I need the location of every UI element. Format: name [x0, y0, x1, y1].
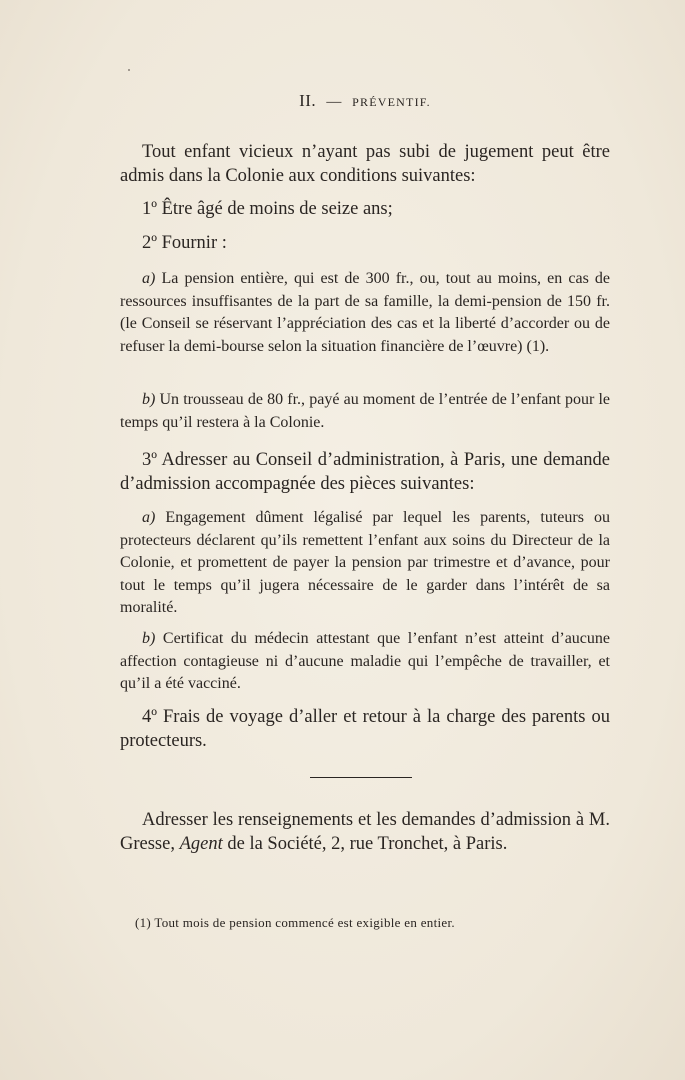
closing-agent: Agent — [179, 834, 223, 854]
item-a-engagement-text — [120, 507, 610, 620]
item-a2-body: Engagement dûment légalisé par lequel les parents, tuteurs ou protecteurs déclarent qu’ils remettent l’enfant aux soins du Directeur de la Colonie, et promettent de payer la pension par trimestre et d’avance, pour tout le temps qu’il jugera nécessaire de le garder dans l’intérêt de sa moralité. — [120, 509, 611, 616]
section-divider — [310, 777, 412, 778]
item-b-certificat — [120, 628, 610, 696]
footnote: (1) Tout mois de pension commencé est exigible en entier. — [135, 915, 455, 930]
condition-3 — [120, 448, 610, 496]
item-b2-label: b) — [142, 630, 156, 647]
section-heading — [120, 91, 610, 111]
condition-1-text: 1º Être âgé de moins de seize ans; — [142, 199, 393, 219]
closing-after: de la Société, 2, rue Tronchet, à Paris. — [227, 834, 508, 854]
condition-2 — [120, 231, 610, 255]
print-speck — [128, 69, 130, 71]
condition-4 — [120, 705, 610, 753]
condition-2-text: 2º Fournir : — [142, 233, 227, 253]
section-title: PRÉVENTIF. — [352, 95, 431, 109]
heading-dash: — — [326, 94, 342, 110]
item-a2-label: a) — [142, 509, 156, 526]
item-a-engagement — [120, 507, 610, 620]
item-b-certificat-text — [120, 628, 610, 696]
item-b2-body: Certificat du médecin attestant que l’enfant n’est atteint d’aucune affection contagieuse ni d’aucune maladie qui l’empêche de travailler, et qu’il a été vacciné. — [120, 630, 610, 692]
item-a-label: a) — [142, 270, 156, 287]
intro-block — [120, 140, 610, 188]
item-a-body: La pension entière, qui est de 300 fr., ou, tout au moins, en cas de ressources insuffisantes de la part de sa famille, la demi-pension de 150 fr. (le Conseil se réservant l’appréciation des cas et la liberté d’accorder ou de refuser la demi-bourse selon la situation financière de l’œuvre) (1). — [120, 270, 611, 355]
condition-4-text: 4º Frais de voyage d’aller et retour à la charge des parents ou protecteurs. — [120, 707, 610, 751]
item-a-pension — [120, 268, 610, 358]
intro-paragraph: Tout enfant vicieux n’ayant pas subi de jugement peut être admis dans la Colonie aux conditions suivantes: — [120, 142, 610, 186]
closing-block — [120, 808, 610, 856]
item-b-label: b) — [142, 391, 156, 408]
condition-3-text: 3º Adresser au Conseil d’administration, à Paris, une demande d’admission accompagnée des pièces suivantes: — [120, 450, 610, 494]
item-b-trousseau-text — [120, 389, 610, 434]
closing-paragraph — [120, 808, 610, 856]
condition-1 — [120, 197, 610, 221]
section-number: II. — [299, 91, 317, 110]
item-b-body: Un trousseau de 80 fr., payé au moment de l’entrée de l’enfant pour le temps qu’il restera à la Colonie. — [120, 391, 611, 431]
item-a-pension-text — [120, 268, 610, 358]
item-b-trousseau — [120, 389, 610, 434]
closing-before: Adresser les renseignements et les demandes d’admission à M. Gresse, — [120, 810, 610, 854]
